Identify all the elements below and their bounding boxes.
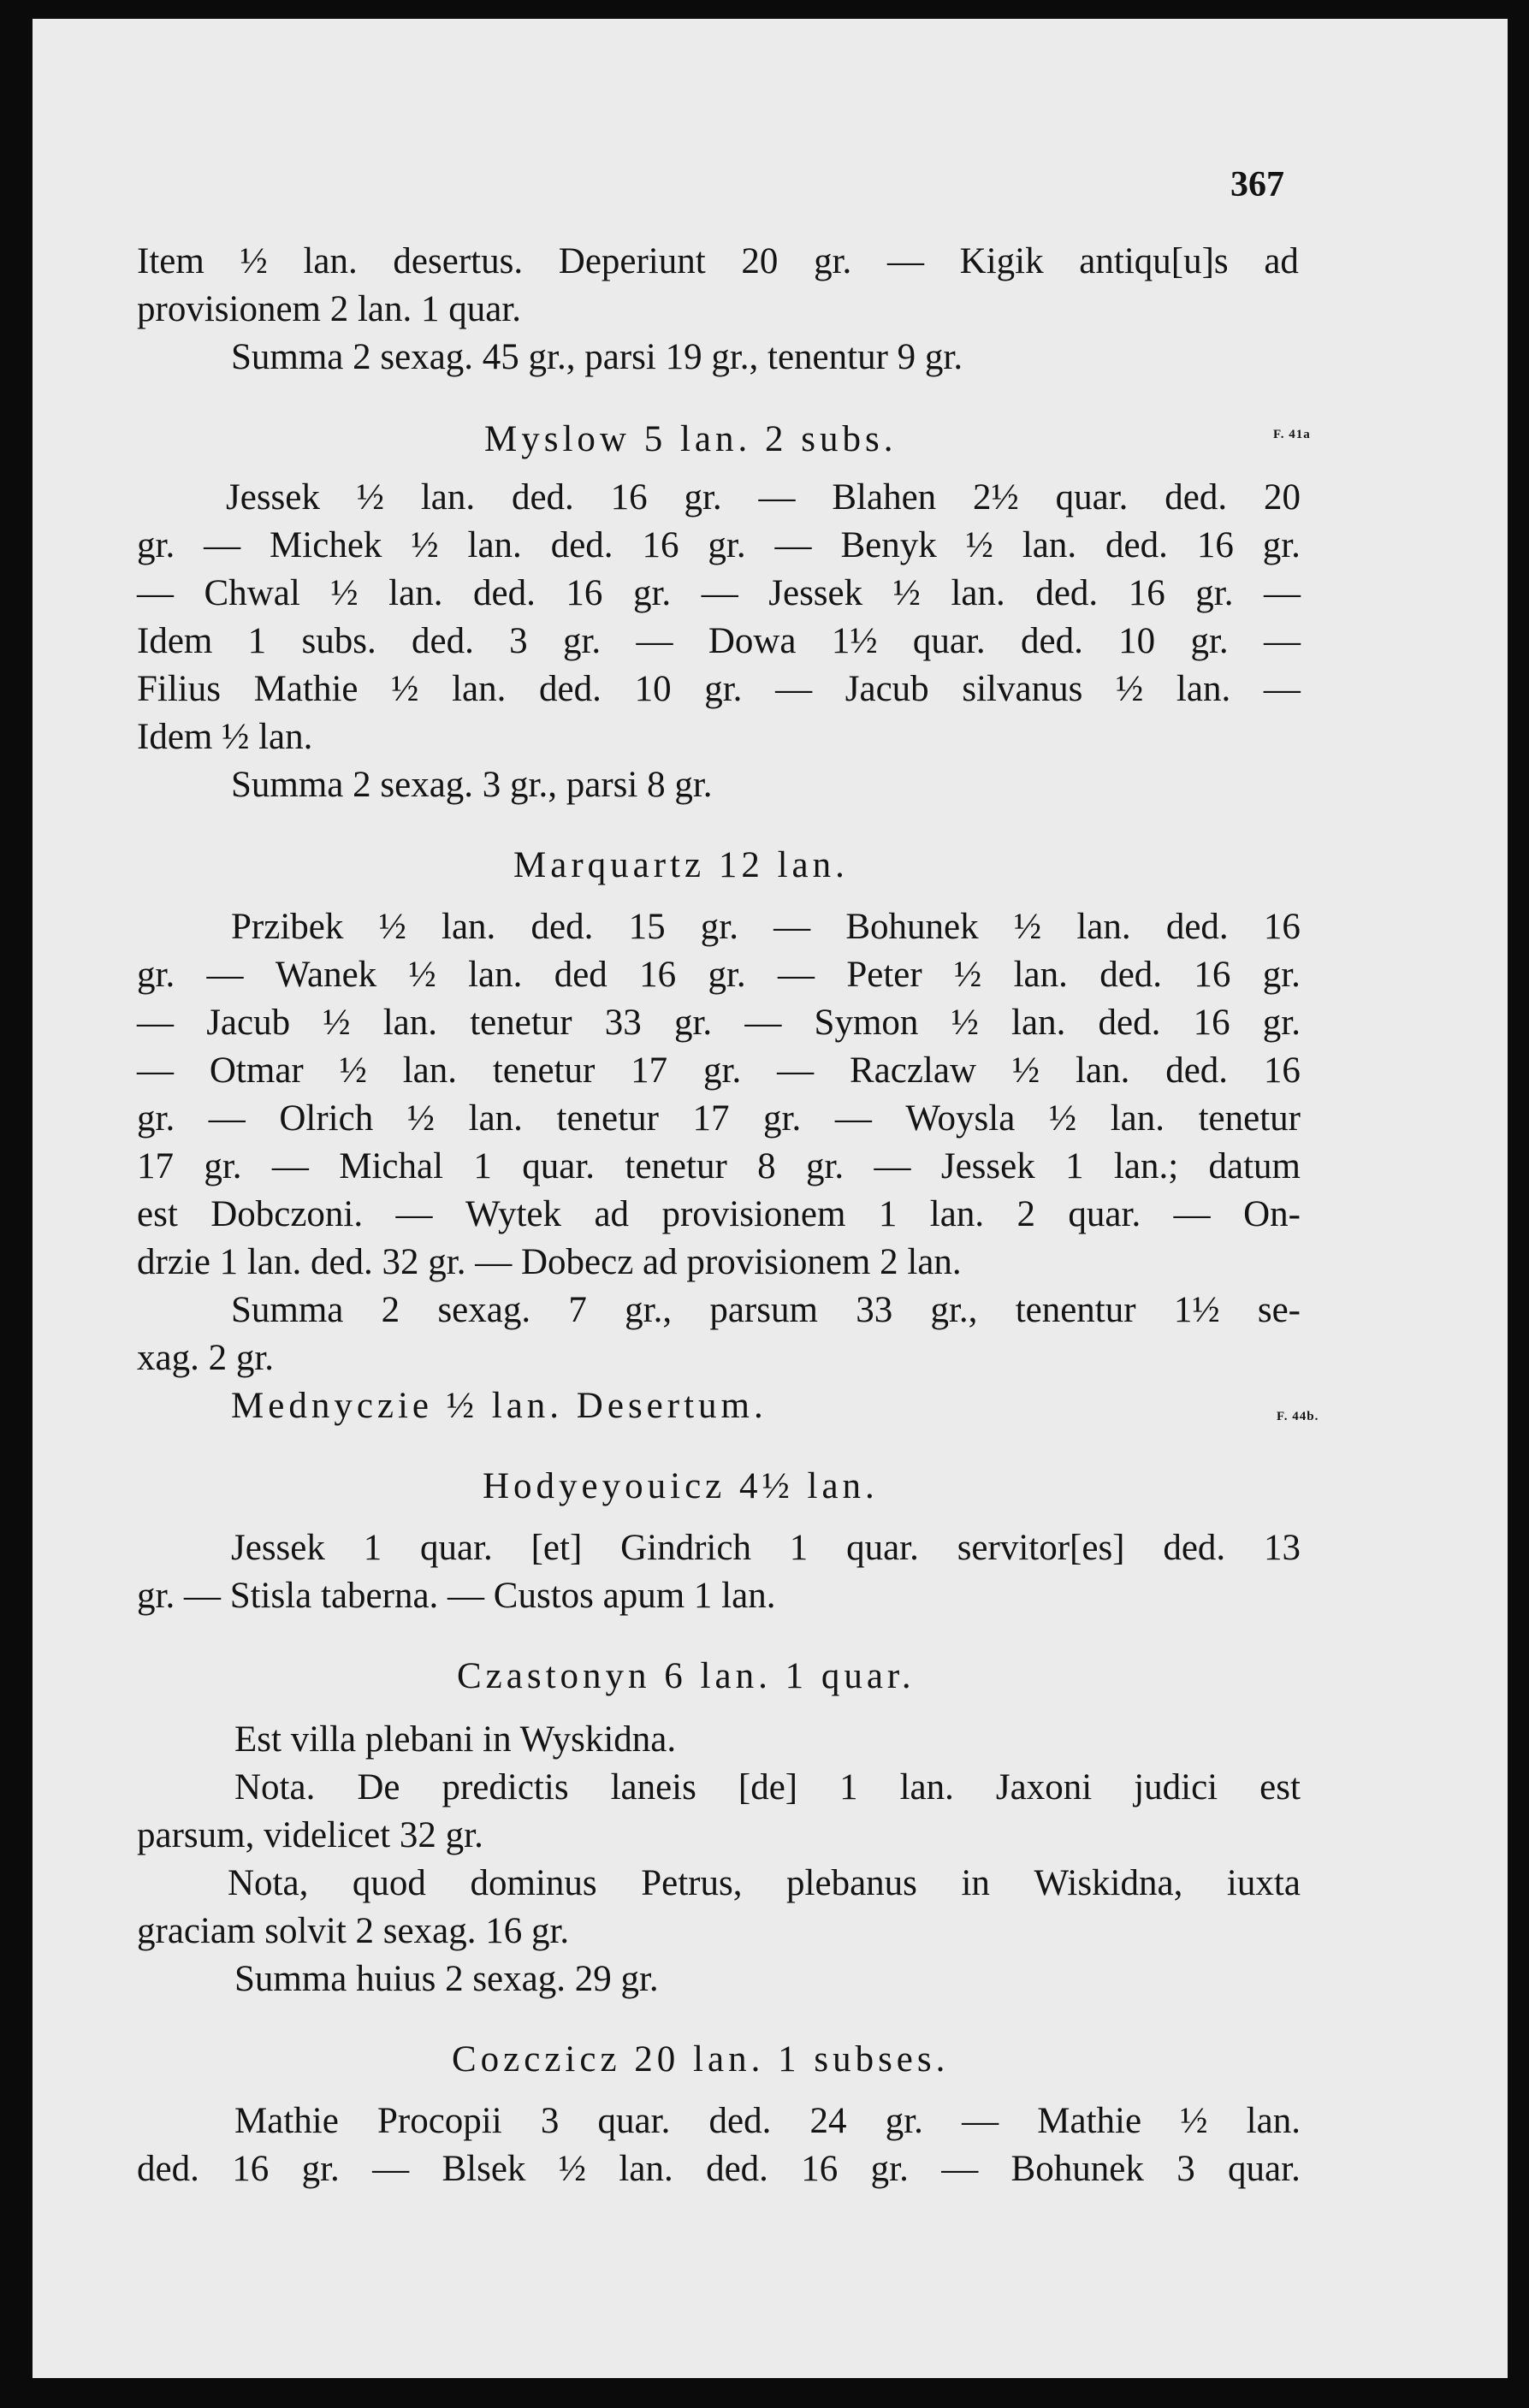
word: Chwal [204,573,300,613]
word: lan. [1110,1098,1165,1139]
word: — [1264,573,1301,613]
word: ded. [1165,477,1228,518]
word: subs. [301,621,376,661]
word: lan. [929,1194,985,1234]
word: 20 [741,241,779,281]
word: 2½ [973,477,1019,518]
text-line [226,479,1301,516]
word: lan. [402,1050,458,1091]
word: On- [1243,1194,1301,1234]
text-line [137,1004,1301,1041]
word: 16 [1196,525,1234,565]
word: lan. [1246,2101,1301,2141]
word: 2 [1016,1194,1035,1234]
word: quod [352,1863,426,1903]
text-line: Summa huius 2 sexag. 29 gr. [234,1959,659,1999]
word: tenentur [1015,1290,1136,1330]
word: gr. [1262,1003,1301,1043]
word: gr. [301,2149,340,2189]
word: ded. [511,477,574,518]
word: ½ [323,1003,351,1043]
word: 1 [878,1194,898,1234]
word: Michal [339,1146,444,1186]
word: est [1259,1767,1301,1807]
word: gr. [700,907,738,947]
word: — [886,241,924,281]
word: 20 [1263,477,1301,518]
word: 17 [692,1098,730,1139]
word: Jessek [226,477,320,518]
word: — [962,2101,999,2141]
word: 17 [137,1146,174,1186]
word: Wanek [275,955,377,995]
word: — [874,1146,911,1186]
word: Idem [137,621,213,661]
page-number: 367 [1230,165,1284,204]
word: — [137,1050,174,1091]
word: gr. [814,241,852,281]
word: Summa [231,1290,344,1330]
word: ded. [1165,1050,1229,1091]
word: gr. [1190,621,1229,661]
word: ded. [137,2149,199,2189]
word: ded. [1105,525,1168,565]
word: gr. [562,621,602,661]
word: gr. [632,573,672,613]
word: ded. [530,907,594,947]
word: in [961,1863,990,1903]
word: ded. [1035,573,1099,613]
word: 10 [634,669,672,709]
word: 1 [789,1528,809,1568]
word: gr. [204,1146,242,1186]
word: lan. [1076,907,1131,947]
word: ded. [706,2149,768,2189]
word: 1 [839,1767,858,1807]
word: 16 [566,573,603,613]
word: ½ [558,2149,587,2189]
section-heading: Hodyeyouicz 4½ lan. [483,1466,879,1506]
word: quar. [912,621,986,661]
word: — [775,669,813,709]
word: gr. [137,525,175,565]
word: — [395,1194,433,1234]
word: servitor[es] [957,1528,1125,1568]
word: Procopii [376,2101,502,2141]
text-line [137,575,1301,612]
word: lan. [420,477,476,518]
word: 16 [1128,573,1165,613]
word: gr. [1195,573,1234,613]
word: 33 [856,1290,893,1330]
word: gr. [708,955,746,995]
word: tenetur [492,1050,596,1091]
word: — [777,1050,815,1091]
word: tenetur [470,1003,572,1043]
word: 16 [801,2149,839,2189]
word: ded. [1099,955,1163,995]
word: gr. [870,2149,909,2189]
word: — [701,573,738,613]
word: gr., [930,1290,978,1330]
word: 33 [604,1003,642,1043]
word: ded. [412,621,474,661]
word: Jacub [206,1003,291,1043]
text-line [137,1148,1301,1185]
word: 17 [631,1050,668,1091]
word: Jessek [940,1146,1035,1186]
word: ded. [1098,1003,1161,1043]
word: lan.; [1113,1146,1179,1186]
word: — [636,621,673,661]
word: — [137,1003,174,1043]
word: Petrus, [641,1863,743,1903]
word: lan. [1013,955,1068,995]
word: ½ [954,955,982,995]
word: Jessek [768,573,863,613]
text-line: provisionem 2 lan. 1 quar. [137,289,522,329]
word: ½ [965,525,993,565]
word: 13 [1263,1528,1301,1568]
word: ded. [550,525,613,565]
word: antiqu[u]s [1079,241,1229,281]
word: quar. [420,1528,493,1568]
folio-note-44b: F. 44b. [1277,1410,1319,1423]
word: Przibek [231,907,344,947]
word: 16 [610,477,648,518]
word: gr. [1262,955,1301,995]
word: ½ [1011,1050,1040,1091]
word: gr. [137,955,175,995]
word: gr. [703,1050,742,1091]
text-line [137,1052,1301,1089]
word: lan. [1022,525,1077,565]
word: lan. [452,669,507,709]
word: desertus. [393,241,524,281]
word: — [1263,621,1301,661]
word: gr. [763,1098,802,1139]
word: Deperiunt [558,241,706,281]
word: ½ [1013,907,1042,947]
word: — [744,1003,782,1043]
word: 1 [1065,1146,1084,1186]
word: gr. [137,1098,175,1139]
word: Symon [814,1003,919,1043]
word: se- [1257,1290,1301,1330]
text-line: gr. — Stisla taberna. — Custos apum 1 lan. [137,1576,776,1616]
word: 3 [509,621,528,661]
word: ½ [892,573,921,613]
word: 16 [232,2149,270,2189]
word: — [774,525,812,565]
text-line [228,1865,1301,1902]
word: Mathie [234,2101,339,2141]
word: tenetur [556,1098,659,1139]
word: gr. [885,2101,923,2141]
word: ½ [406,1098,436,1139]
text-line [234,1769,1301,1806]
word: — [206,955,244,995]
word: Bohunek [845,907,979,947]
word: gr. [704,669,743,709]
word: — [208,1098,246,1139]
word: Blahen [832,477,937,518]
word: 16 [1263,1050,1301,1091]
word: ded. [1163,1528,1226,1568]
text-line [137,671,1301,707]
word: lan. [899,1767,954,1807]
section-heading: Marquartz 12 lan. [513,845,849,885]
word: tenetur [1198,1098,1301,1139]
word: ½ [1048,1098,1077,1139]
word: predictis [442,1767,569,1807]
word: Woysla [905,1098,1016,1139]
word: ½ [378,907,406,947]
text-line [137,243,1299,280]
text-line [137,1100,1301,1137]
word: Peter [846,955,922,995]
section-heading: Czastonyn 6 lan. 1 quar. [457,1656,916,1696]
word: 16 [1263,907,1301,947]
word: lan. [468,1098,523,1139]
text-line [234,2103,1301,2139]
word: Filius [137,669,221,709]
word: ded. [473,573,536,613]
word: lan. [1176,669,1231,709]
word: Nota, [228,1863,309,1903]
document-page [33,19,1508,2378]
word: ded. [1165,907,1229,947]
word: Raczlaw [850,1050,977,1091]
word: 8 [757,1146,776,1186]
word: ded. [539,669,602,709]
word: gr., [625,1290,673,1330]
word: lan. [1011,1003,1066,1043]
word: 16 [639,955,677,995]
word: ad [1264,241,1299,281]
word: Item [137,241,204,281]
word: Olrich [279,1098,374,1139]
text-line [137,527,1301,564]
word: quar. [846,1528,919,1568]
word: Jaxoni [995,1767,1093,1807]
word: 1½ [1173,1290,1220,1330]
word: Jacub [845,669,929,709]
text-line [137,623,1301,660]
word: gr. [708,525,746,565]
word: dominus [470,1863,597,1903]
word: ½ [1180,2101,1208,2141]
word: — [271,1146,309,1186]
word: parsum [709,1290,818,1330]
word: iuxta [1226,1863,1301,1903]
word: ½ [951,1003,979,1043]
word: ded. [1021,621,1083,661]
word: datum [1208,1146,1301,1186]
word: ½ [356,477,384,518]
text-line: Summa 2 sexag. 45 gr., parsi 19 gr., tenentur 9 gr. [231,337,963,377]
word: ½ [408,955,436,995]
word: Jessek [231,1528,325,1568]
word: ded. [708,2101,772,2141]
text-line: Summa 2 sexag. 3 gr., parsi 8 gr. [231,765,713,805]
word: — [773,907,811,947]
word: — [941,2149,979,2189]
word: ½ [330,573,359,613]
word: Otmar [209,1050,304,1091]
word: Benyk [840,525,937,565]
word: ½ [411,525,439,565]
word: lan. [619,2149,673,2189]
text-line: graciam solvit 2 sexag. 16 gr. [137,1911,570,1951]
word: — [834,1098,872,1139]
word: sexag. [437,1290,531,1330]
word: — [204,525,241,565]
word: 15 [628,907,666,947]
folio-note-41a: F. 41a [1273,428,1311,441]
word: lan. [951,573,1005,613]
word: gr. [805,1146,845,1186]
word: Wiskidna, [1034,1863,1183,1903]
word: quar. [597,2101,671,2141]
text-line [231,1529,1301,1566]
word: tenetur [625,1146,727,1186]
word: 1½ [831,621,878,661]
word: De [357,1767,400,1807]
word: 16 [642,525,679,565]
text-line [137,2151,1301,2187]
word: 1 [473,1146,492,1186]
word: — [372,2149,410,2189]
word: — [758,477,796,518]
word: laneis [610,1767,696,1807]
text-line [231,908,1301,945]
word: Kigik [959,241,1044,281]
word: 1 [247,621,267,661]
word: lan. [468,955,523,995]
word: quar. [522,1146,596,1186]
word: Bohunek [1010,2149,1144,2189]
section-heading: Mednyczie ½ lan. Desertum. [231,1386,767,1426]
section-heading: Cozczicz 20 lan. 1 subses. [452,2039,950,2080]
word: [de] [738,1767,798,1807]
word: 7 [568,1290,587,1330]
word: — [1263,669,1301,709]
word: 3 [540,2101,560,2141]
text-line: Est villa plebani in Wyskidna. [234,1719,677,1760]
word: plebanus [786,1863,917,1903]
word: — [778,955,815,995]
word: ad [594,1194,630,1234]
word: ½ [1115,669,1144,709]
word: Dowa [708,621,797,661]
text-line [137,1196,1301,1233]
word: gr. [1262,525,1301,565]
section-heading: Myslow 5 lan. 2 subs. [484,419,898,459]
text-line [137,956,1301,993]
word: ½ [240,241,268,281]
word: Blsek [442,2149,526,2189]
word: 2 [381,1290,400,1330]
word: Nota. [234,1767,316,1807]
word: gr. [684,477,722,518]
word: quar. [1228,2149,1301,2189]
word: lan. [388,573,443,613]
word: Michek [270,525,382,565]
word: est [137,1194,178,1234]
text-line [231,1292,1301,1328]
word: Dobczoni. [210,1194,364,1234]
word: ½ [391,669,419,709]
word: ½ [339,1050,367,1091]
word: lan. [467,525,522,565]
word: 1 [363,1528,382,1568]
word: lan. [442,907,496,947]
word: lan. [382,1003,438,1043]
word: 16 [1194,955,1231,995]
word: Wytek [465,1194,562,1234]
word: silvanus [962,669,1083,709]
word: 24 [809,2101,847,2141]
word: provisionem [661,1194,846,1234]
word: gr. [673,1003,713,1043]
word: lan. [303,241,358,281]
word: quar. [1068,1194,1141,1234]
word: Mathie [1037,2101,1142,2141]
word: Gindrich [620,1528,751,1568]
word: — [137,573,174,613]
word: 3 [1176,2149,1195,2189]
word: quar. [1055,477,1129,518]
text-line: drzie 1 lan. ded. 32 gr. — Dobecz ad provisionem 2 lan. [137,1242,962,1282]
word: — [1173,1194,1211,1234]
word: 16 [1193,1003,1230,1043]
word: 10 [1118,621,1156,661]
word: [et] [530,1528,583,1568]
text-line: xag. 2 gr. [137,1338,275,1378]
word: judici [1134,1767,1218,1807]
text-line: parsum, videlicet 32 gr. [137,1815,483,1855]
word: Mathie [253,669,359,709]
word: lan. [1076,1050,1130,1091]
word: ded [554,955,607,995]
text-line: Idem ½ lan. [137,717,313,757]
